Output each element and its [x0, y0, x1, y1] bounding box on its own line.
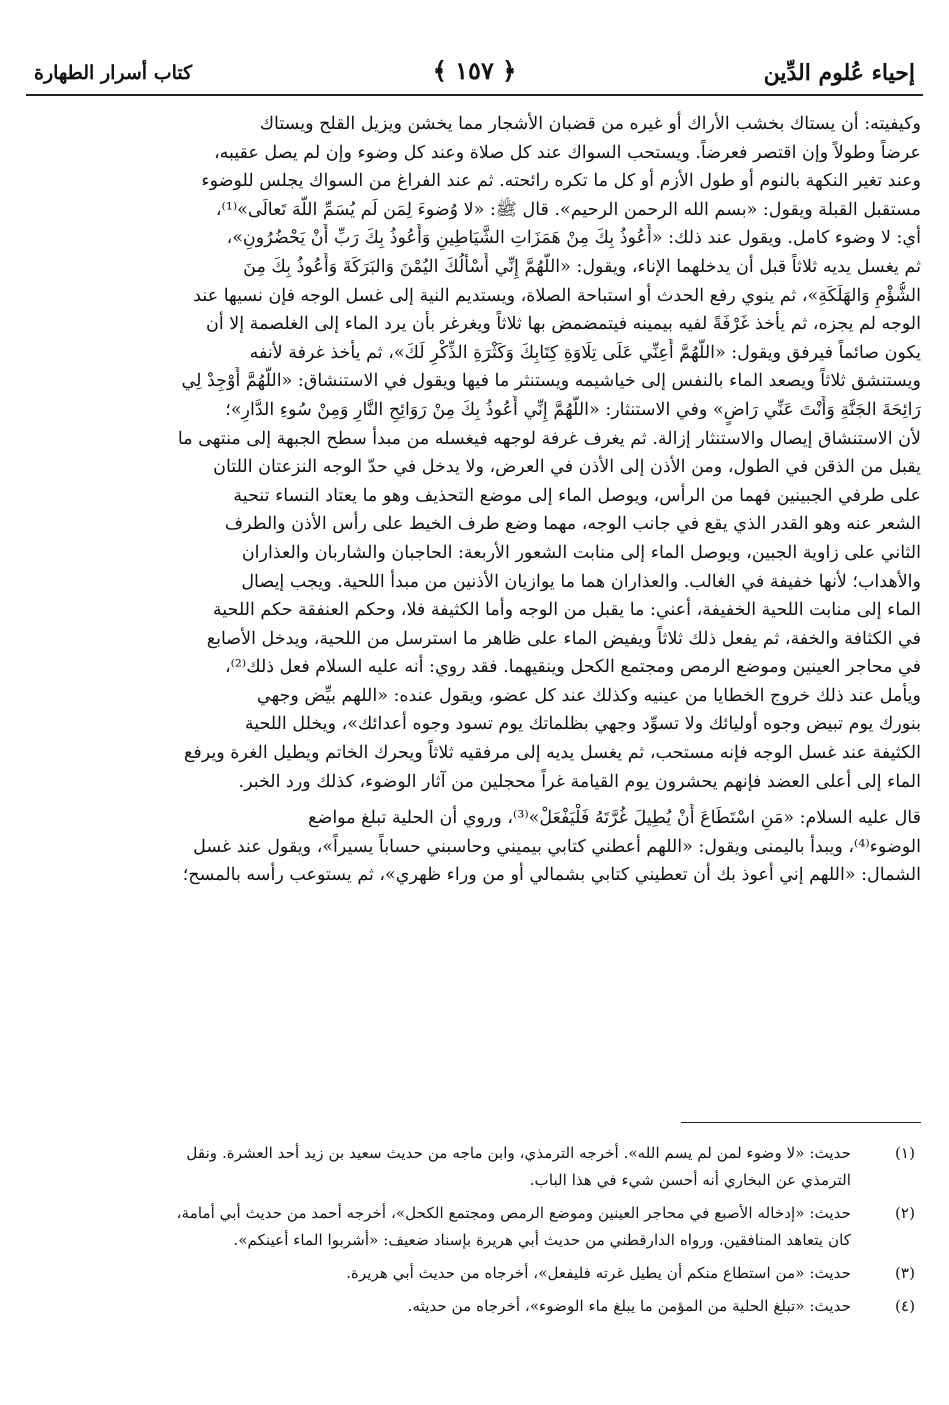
footnote-text-line: الترمذي عن البخاري أنه أحسن شيء في هذا الباب.: [529, 1171, 851, 1189]
text-line: عرضاً وطولاً وإن اقتصر فعرضاً. ويستحب السواك عند كل صلاة وعند كل وضوء وإن لم يصل عقيبه،: [213, 142, 921, 163]
text-line: قال عليه السلام: «مَنِ اسْتَطَاعَ أَنْ يُطِيلَ غُرَّتَهُ فَلْيَفْعَلْ»⁽³⁾، وروي أن الحلية تبلغ مواضع: [308, 808, 921, 829]
text-line: رَائِحَةَ الجَنَّةِ وَأَنْتَ عَنِّي رَاضٍ» وفي الاستنثار: «اللَّهُمَّ إِنِّي أَعُوذُ بِكَ مِنْ رَوَائِحِ النَّارِ وَمِنْ سُوءِ الدَّارِ»؛: [225, 399, 921, 420]
footnote-separator: [681, 1122, 921, 1123]
footnote: [28, 1293, 921, 1320]
chapter-title: كتاب أسرار الطهارة: [34, 62, 193, 84]
footnote-number: (٤): [894, 1297, 915, 1315]
main-text: [28, 110, 921, 890]
text-line: يكون صائماً فيرفق ويقول: «اللَّهُمَّ أَعِنِّي عَلَى تِلَاوَةِ كِتَابِكَ وَكَثْرَةِ الذِّكْرِ لَكَ»، ثم يأخذ غرفة لأنفه: [249, 342, 921, 363]
text-line: مستقبل القبلة ويقول: «بسم الله الرحمن الرحيم». قال ﷺ: «لا وُضوءَ لِمَن لَم يُسَمِّ اللَّهَ تَعالَى»⁽¹⁾،: [215, 199, 921, 220]
text-line: وكيفيته: أن يستاك بخشب الأراك أو غيره من قضبان الأشجار مما يخشن ويزيل القلح ويستاك: [259, 114, 921, 134]
footnote: [28, 1200, 921, 1254]
text-line: الماء إلى منابت اللحية الخفيفة، أعني: ما يقبل من الوجه وأما الكثيفة فلا، وحكم العنفقة حكم اللحية: [212, 600, 921, 621]
text-line: الوجه لم يجزه، ثم يأخذ غَرْفَةً لفيه بيمينه فيتمضمض بها ثلاثاً ويغرغر بأن يرد الماء إلى الغلصمة إلا أن: [206, 314, 921, 335]
text-line: ثم يغسل يديه ثلاثاً قبل أن يدخلهما الإناء، ويقول: «اللَّهُمَّ إِنِّي أَسْأَلُكَ اليُمْنَ وَالبَرَكَةَ وَأَعُوذُ بِكَ مِنَ: [243, 256, 921, 277]
footnote-text-line: حديث: «من استطاع منكم أن يطيل غرته فليفعل»، أخرجاه من حديث أبي هريرة.: [346, 1264, 851, 1282]
paragraph-1: [28, 110, 921, 796]
text-line: الشمال: «اللهم إني أعوذ بك أن تعطيني كتابي بشمالي أو من وراء ظهري»، ثم يستوعب رأسه بالمسح؛: [182, 865, 921, 886]
footnotes: [28, 1140, 921, 1326]
text-line: ويستنشق ثلاثاً ويصعد الماء بالنفس إلى خياشيمه ويستنثر ما فيها ويقول في الاستنشاق: «اللَّهُمَّ أَوْجِدْ لِي: [181, 371, 921, 392]
footnote: [28, 1260, 921, 1287]
text-line: الشعر عنه وهو القدر الذي يقع في جانب الوجه، مهما وضع طرف الخيط على رأس الأذن والطرف: [224, 514, 921, 535]
text-line: الماء إلى أعلى العضد فإنهم يحشرون يوم القيامة غراً محجلين من آثار الوضوء، كذلك ورد الخبر.: [238, 771, 921, 792]
text-line: على طرفي الجبينين فهما من الرأس، ويوصل الماء إلى موضع التحذيف وهو ما يعتاد النساء تنحية: [233, 485, 921, 506]
footnote-number: (٣): [894, 1264, 915, 1282]
footnote-text-line: كان يتعاهد المنافقين. ورواه الدارقطني من حديث أبي هريرة بإسناد ضعيف: «أشربوا الماء أعينكم».: [233, 1231, 851, 1249]
page-number: ﴿ ١٥٧ ﴾: [432, 56, 517, 85]
text-line: يقبل من الذقن في الطول، ومن الأذن إلى الأذن في العرض، ولا يدخل في حدّ الوجه النزعتان اللتان: [213, 457, 921, 478]
text-line: الكثيفة عند غسل الوجه فإنه مستحب، ثم يغسل يديه إلى مرفقيه ثلاثاً ويحرك الخاتم ويطيل الغرة ويرفع: [184, 743, 921, 764]
text-line: أي: لا وضوء كامل. ويقول عند ذلك: «أَعُوذُ بِكَ مِنْ هَمَزَاتِ الشَّيَاطِينِ وَأَعُوذُ بِكَ رَبِّ أَنْ يَحْضُرُونِ»،: [226, 228, 921, 249]
footnote: [28, 1140, 921, 1194]
text-line: الوضوء⁽⁴⁾، ويبدأ باليمنى ويقول: «اللهم أعطني كتابي بيميني وحاسبني حساباً يسيراً»، ويقول عند غسل: [193, 836, 921, 857]
text-line: الشُّؤْمِ وَالهَلَكَةِ»، ثم ينوي رفع الحدث أو استباحة الصلاة، ويستديم النية إلى غسل الوجه فإن نسيها عند: [193, 285, 921, 306]
paragraph-2: [28, 804, 921, 890]
header-rule: [26, 94, 923, 96]
text-line: في محاجر العينين وموضع الرمص ومجتمع الكحل وينقيهما. فقد روي: أنه عليه السلام فعل ذلك⁽²⁾،: [224, 657, 921, 678]
page-header: [26, 52, 923, 96]
footnote-number: (١): [894, 1144, 915, 1162]
footnote-text-line: حديث: «إدخاله الأصبع في محاجر العينين وموضع الرمص ومجتمع الكحل»، أخرجه أحمد من حديث أبي أمامة،: [176, 1204, 851, 1222]
footnote-text-line: حديث: «لا وضوء لمن لم يسم الله». أخرجه الترمذي، وابن ماجه من حديث سعيد بن زيد أحد العشرة. ونقل: [186, 1144, 851, 1162]
footnote-number: (٢): [894, 1204, 915, 1222]
text-line: لأن الاستنشاق إيصال والاستنثار إزالة. ثم يغرف غرفة لوجهه فيغسله من مبدأ سطح الجبهة إلى منتهى ما: [177, 428, 921, 449]
text-line: بنورك يوم تبيض وجوه أوليائك ولا تسوِّد وجهي بظلماتك يوم تسود وجوه أعدائك»، ويخلل اللحية: [244, 714, 921, 735]
text-line: الثاني على زاوية الجبين، ويوصل الماء إلى منابت الشعور الأربعة: الحاجبان والشاربان والعذاران: [241, 542, 921, 563]
text-line: ويأمل عند ذلك خروج الخطايا من عينيه وكذلك عند كل عضو، ويقول عنده: «اللهم بيِّض وجهي: [256, 685, 921, 706]
text-line: في الكثافة والخفة، ثم يفعل ذلك ثلاثاً ويفيض الماء على ظاهر ما استرسل من اللحية، ويدخل الأصابع: [206, 628, 921, 649]
text-line: والأهداب؛ لأنها خفيفة في الغالب. والعذاران هما ما يوازيان الأذنين من مبدأ اللحية. ويجب إيصال: [241, 571, 921, 592]
text-line: وعند تغير النكهة بالنوم أو طول الأزم أو كل ما تكره رائحته. ثم عند الفراغ من السواك يجلس للوضوء: [201, 171, 921, 192]
footnote-text-line: حديث: «تبلغ الحلية من المؤمن ما يبلغ ماء الوضوء»، أخرجاه من حديثه.: [407, 1297, 851, 1315]
book-title: إحياء عُلوم الدِّين: [763, 60, 915, 86]
paragraph-gap: [28, 796, 921, 804]
